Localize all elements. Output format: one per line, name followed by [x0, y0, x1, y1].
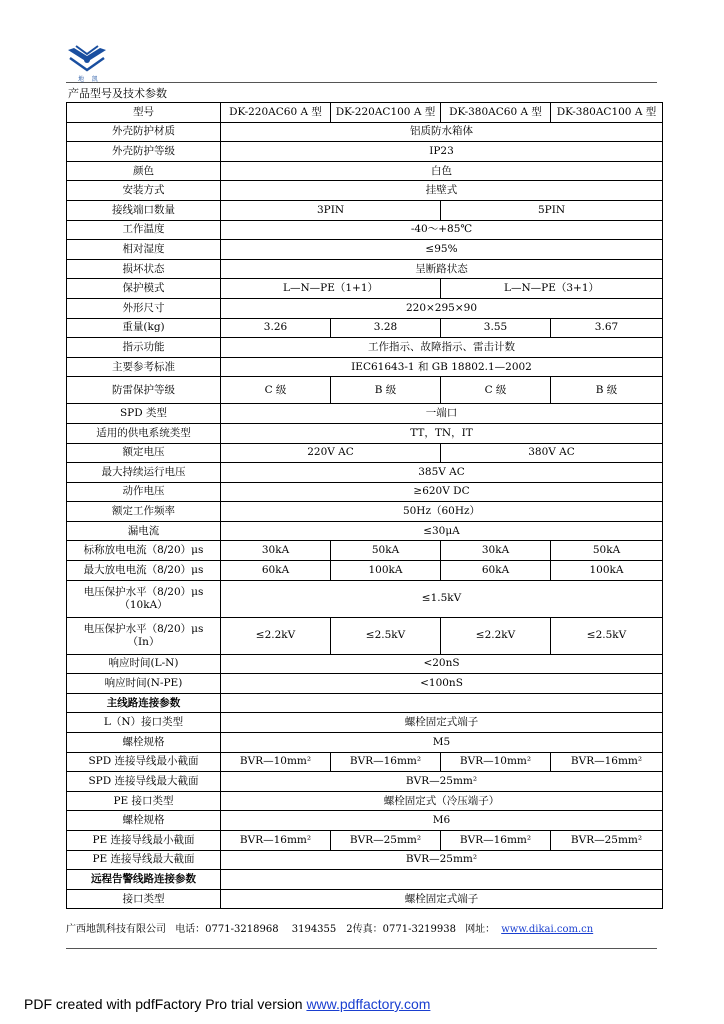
model-3: DK-380AC60 A 型 — [441, 103, 551, 123]
row-value: 挂壁式 — [221, 181, 663, 201]
footer-company: 广西地凯科技有限公司 — [66, 924, 166, 935]
row-value: ≤2.5kV — [331, 617, 441, 654]
row-value: 100kA — [331, 561, 441, 581]
table-row — [67, 772, 663, 792]
empty-cell — [221, 870, 663, 890]
row-value: B 级 — [551, 377, 663, 404]
row-label: PE 接口类型 — [67, 791, 221, 811]
row-label: 防雷保护等级 — [67, 377, 221, 404]
row-label — [67, 617, 221, 654]
row-value: M6 — [221, 811, 663, 831]
table-row — [67, 377, 663, 404]
table-row — [67, 791, 663, 811]
table-row — [67, 521, 663, 541]
row-value: IP23 — [221, 142, 663, 162]
row-label: 外壳防护等级 — [67, 142, 221, 162]
table-row — [67, 811, 663, 831]
row-value: C 级 — [221, 377, 331, 404]
model-1: DK-220AC60 A 型 — [221, 103, 331, 123]
row-label: 漏电流 — [67, 521, 221, 541]
row-label: 工作温度 — [67, 220, 221, 240]
row-value: ≤2.5kV — [551, 617, 663, 654]
row-label: 动作电压 — [67, 482, 221, 502]
section-heading-main: 主线路连接参数 — [67, 693, 221, 713]
row-label: 损坏状态 — [67, 259, 221, 279]
row-label: SPD 类型 — [67, 404, 221, 424]
table-row — [67, 298, 663, 318]
row-label-line: 电压保护水平（8/20）μs — [83, 585, 204, 598]
table-row — [67, 404, 663, 424]
row-value: ≥620V DC — [221, 482, 663, 502]
row-value: BVR—16mm² — [441, 831, 551, 851]
row-value: 3.26 — [221, 318, 331, 338]
table-row — [67, 561, 663, 581]
row-label: 螺栓规格 — [67, 811, 221, 831]
row-value: C 级 — [441, 377, 551, 404]
table-row — [67, 357, 663, 377]
row-value: 3.55 — [441, 318, 551, 338]
row-value: BVR—25mm² — [551, 831, 663, 851]
row-value: ≤2.2kV — [221, 617, 331, 654]
empty-cell — [221, 693, 663, 713]
row-value: BVR—25mm² — [221, 772, 663, 792]
row-value: <100nS — [221, 674, 663, 694]
row-value: BVR—10mm² — [221, 752, 331, 772]
row-label: 外形尺寸 — [67, 298, 221, 318]
row-label: SPD 连接导线最大截面 — [67, 772, 221, 792]
row-label: L（N）接口类型 — [67, 713, 221, 733]
row-label: 指示功能 — [67, 338, 221, 358]
table-row — [67, 580, 663, 617]
row-value: L—N—PE（1+1） — [221, 279, 441, 299]
row-value: L—N—PE（3+1） — [441, 279, 663, 299]
row-value: 50Hz（60Hz） — [221, 502, 663, 522]
header-divider — [66, 82, 657, 83]
row-value: 60kA — [441, 561, 551, 581]
footer-phone: 电话：0771-3218968 3194355 2传真：0771-3219938 — [175, 924, 456, 935]
row-label-line: 电压保护水平（8/20）μs — [83, 622, 204, 635]
row-label: 响应时间(N-PE) — [67, 674, 221, 694]
row-label: 适用的供电系统类型 — [67, 423, 221, 443]
table-row — [67, 318, 663, 338]
table-row — [67, 338, 663, 358]
section-heading-remote: 远程告警线路连接参数 — [67, 870, 221, 890]
row-label: 外壳防护材质 — [67, 122, 221, 142]
row-value: 一端口 — [221, 404, 663, 424]
row-label: 最大持续运行电压 — [67, 463, 221, 483]
row-label: 重量(kg) — [67, 318, 221, 338]
row-value: BVR—25mm² — [221, 850, 663, 870]
row-label-line: （In） — [127, 635, 160, 648]
row-value: 螺栓固定式端子 — [221, 889, 663, 909]
table-row — [67, 200, 663, 220]
logo-text: 地 凯 — [78, 76, 101, 83]
table-row — [67, 423, 663, 443]
row-value: 工作指示、故障指示、雷击计数 — [221, 338, 663, 358]
table-row — [67, 240, 663, 260]
row-value: 白色 — [221, 161, 663, 181]
row-value: 100kA — [551, 561, 663, 581]
row-value: BVR—25mm² — [331, 831, 441, 851]
row-value: ≤95% — [221, 240, 663, 260]
table-row — [67, 122, 663, 142]
row-label: 主要参考标准 — [67, 357, 221, 377]
spec-table — [66, 102, 663, 909]
row-value: 3.28 — [331, 318, 441, 338]
row-label: 最大放电电流（8/20）μs — [67, 561, 221, 581]
row-value: -40～+85℃ — [221, 220, 663, 240]
row-label: PE 连接导线最大截面 — [67, 850, 221, 870]
row-value: ≤1.5kV — [221, 580, 663, 617]
row-value: 60kA — [221, 561, 331, 581]
table-row — [67, 850, 663, 870]
row-label: 额定电压 — [67, 443, 221, 463]
row-value: ≤2.2kV — [441, 617, 551, 654]
table-row — [67, 220, 663, 240]
table-row — [67, 482, 663, 502]
row-value: TT，TN，IT — [221, 423, 663, 443]
table-row — [67, 103, 663, 123]
table-row — [67, 654, 663, 674]
row-value: 30kA — [221, 541, 331, 561]
row-value: BVR—16mm² — [331, 752, 441, 772]
row-label: 安装方式 — [67, 181, 221, 201]
row-label: 相对湿度 — [67, 240, 221, 260]
pdf-factory-link[interactable]: www.pdffactory.com — [306, 996, 431, 1012]
row-value: 5PIN — [441, 200, 663, 220]
table-row — [67, 713, 663, 733]
row-label-line: （10kA） — [119, 598, 168, 611]
table-row — [67, 161, 663, 181]
table-row — [67, 752, 663, 772]
row-value: IEC61643-1 和 GB 18802.1—2002 — [221, 357, 663, 377]
row-value: 呈断路状态 — [221, 259, 663, 279]
table-row — [67, 463, 663, 483]
row-label: 接线端口数量 — [67, 200, 221, 220]
model-4: DK-380AC100 A 型 — [551, 103, 663, 123]
table-row — [67, 733, 663, 753]
pdf-factory-note — [24, 996, 430, 1012]
table-row — [67, 831, 663, 851]
row-label: 型号 — [67, 103, 221, 123]
table-row — [67, 502, 663, 522]
row-value: 220×295×90 — [221, 298, 663, 318]
row-label: PE 连接导线最小截面 — [67, 831, 221, 851]
row-value: M5 — [221, 733, 663, 753]
row-value: 铝质防水箱体 — [221, 122, 663, 142]
row-label: 响应时间(L-N) — [67, 654, 221, 674]
row-value: 50kA — [551, 541, 663, 561]
row-label: SPD 连接导线最小截面 — [67, 752, 221, 772]
row-label: 标称放电电流（8/20）μs — [67, 541, 221, 561]
footer-divider — [66, 948, 657, 949]
model-2: DK-220AC100 A 型 — [331, 103, 441, 123]
table-row — [67, 889, 663, 909]
row-value: BVR—16mm² — [551, 752, 663, 772]
row-value: ≤30μA — [221, 521, 663, 541]
row-value: 380V AC — [441, 443, 663, 463]
table-row — [67, 181, 663, 201]
table-row — [67, 142, 663, 162]
footer-web-link[interactable]: www.dikai.com.cn — [501, 924, 594, 935]
row-value: 220V AC — [221, 443, 441, 463]
row-label: 螺栓规格 — [67, 733, 221, 753]
row-value: <20nS — [221, 654, 663, 674]
row-value: 3.67 — [551, 318, 663, 338]
row-value: 385V AC — [221, 463, 663, 483]
row-label — [67, 580, 221, 617]
table-row — [67, 259, 663, 279]
footer — [66, 920, 593, 935]
table-row — [67, 870, 663, 890]
row-value: 3PIN — [221, 200, 441, 220]
row-label: 保护模式 — [67, 279, 221, 299]
table-row — [67, 693, 663, 713]
row-value: 50kA — [331, 541, 441, 561]
row-value: BVR—10mm² — [441, 752, 551, 772]
row-label: 颜色 — [67, 161, 221, 181]
row-value: B 级 — [331, 377, 441, 404]
row-label: 额定工作频率 — [67, 502, 221, 522]
row-label: 接口类型 — [67, 889, 221, 909]
row-value: BVR—16mm² — [221, 831, 331, 851]
pdf-note-text: PDF created with pdfFactory Pro trial version — [24, 996, 307, 1012]
row-value: 螺栓固定式端子 — [221, 713, 663, 733]
footer-web-label: 网址： — [465, 924, 496, 935]
section-title: 产品型号及技术参数 — [68, 87, 167, 100]
table-row — [67, 279, 663, 299]
table-row — [67, 541, 663, 561]
row-value: 螺栓固定式（冷压端子） — [221, 791, 663, 811]
row-value: 30kA — [441, 541, 551, 561]
table-row — [67, 443, 663, 463]
table-row — [67, 674, 663, 694]
table-row — [67, 617, 663, 654]
